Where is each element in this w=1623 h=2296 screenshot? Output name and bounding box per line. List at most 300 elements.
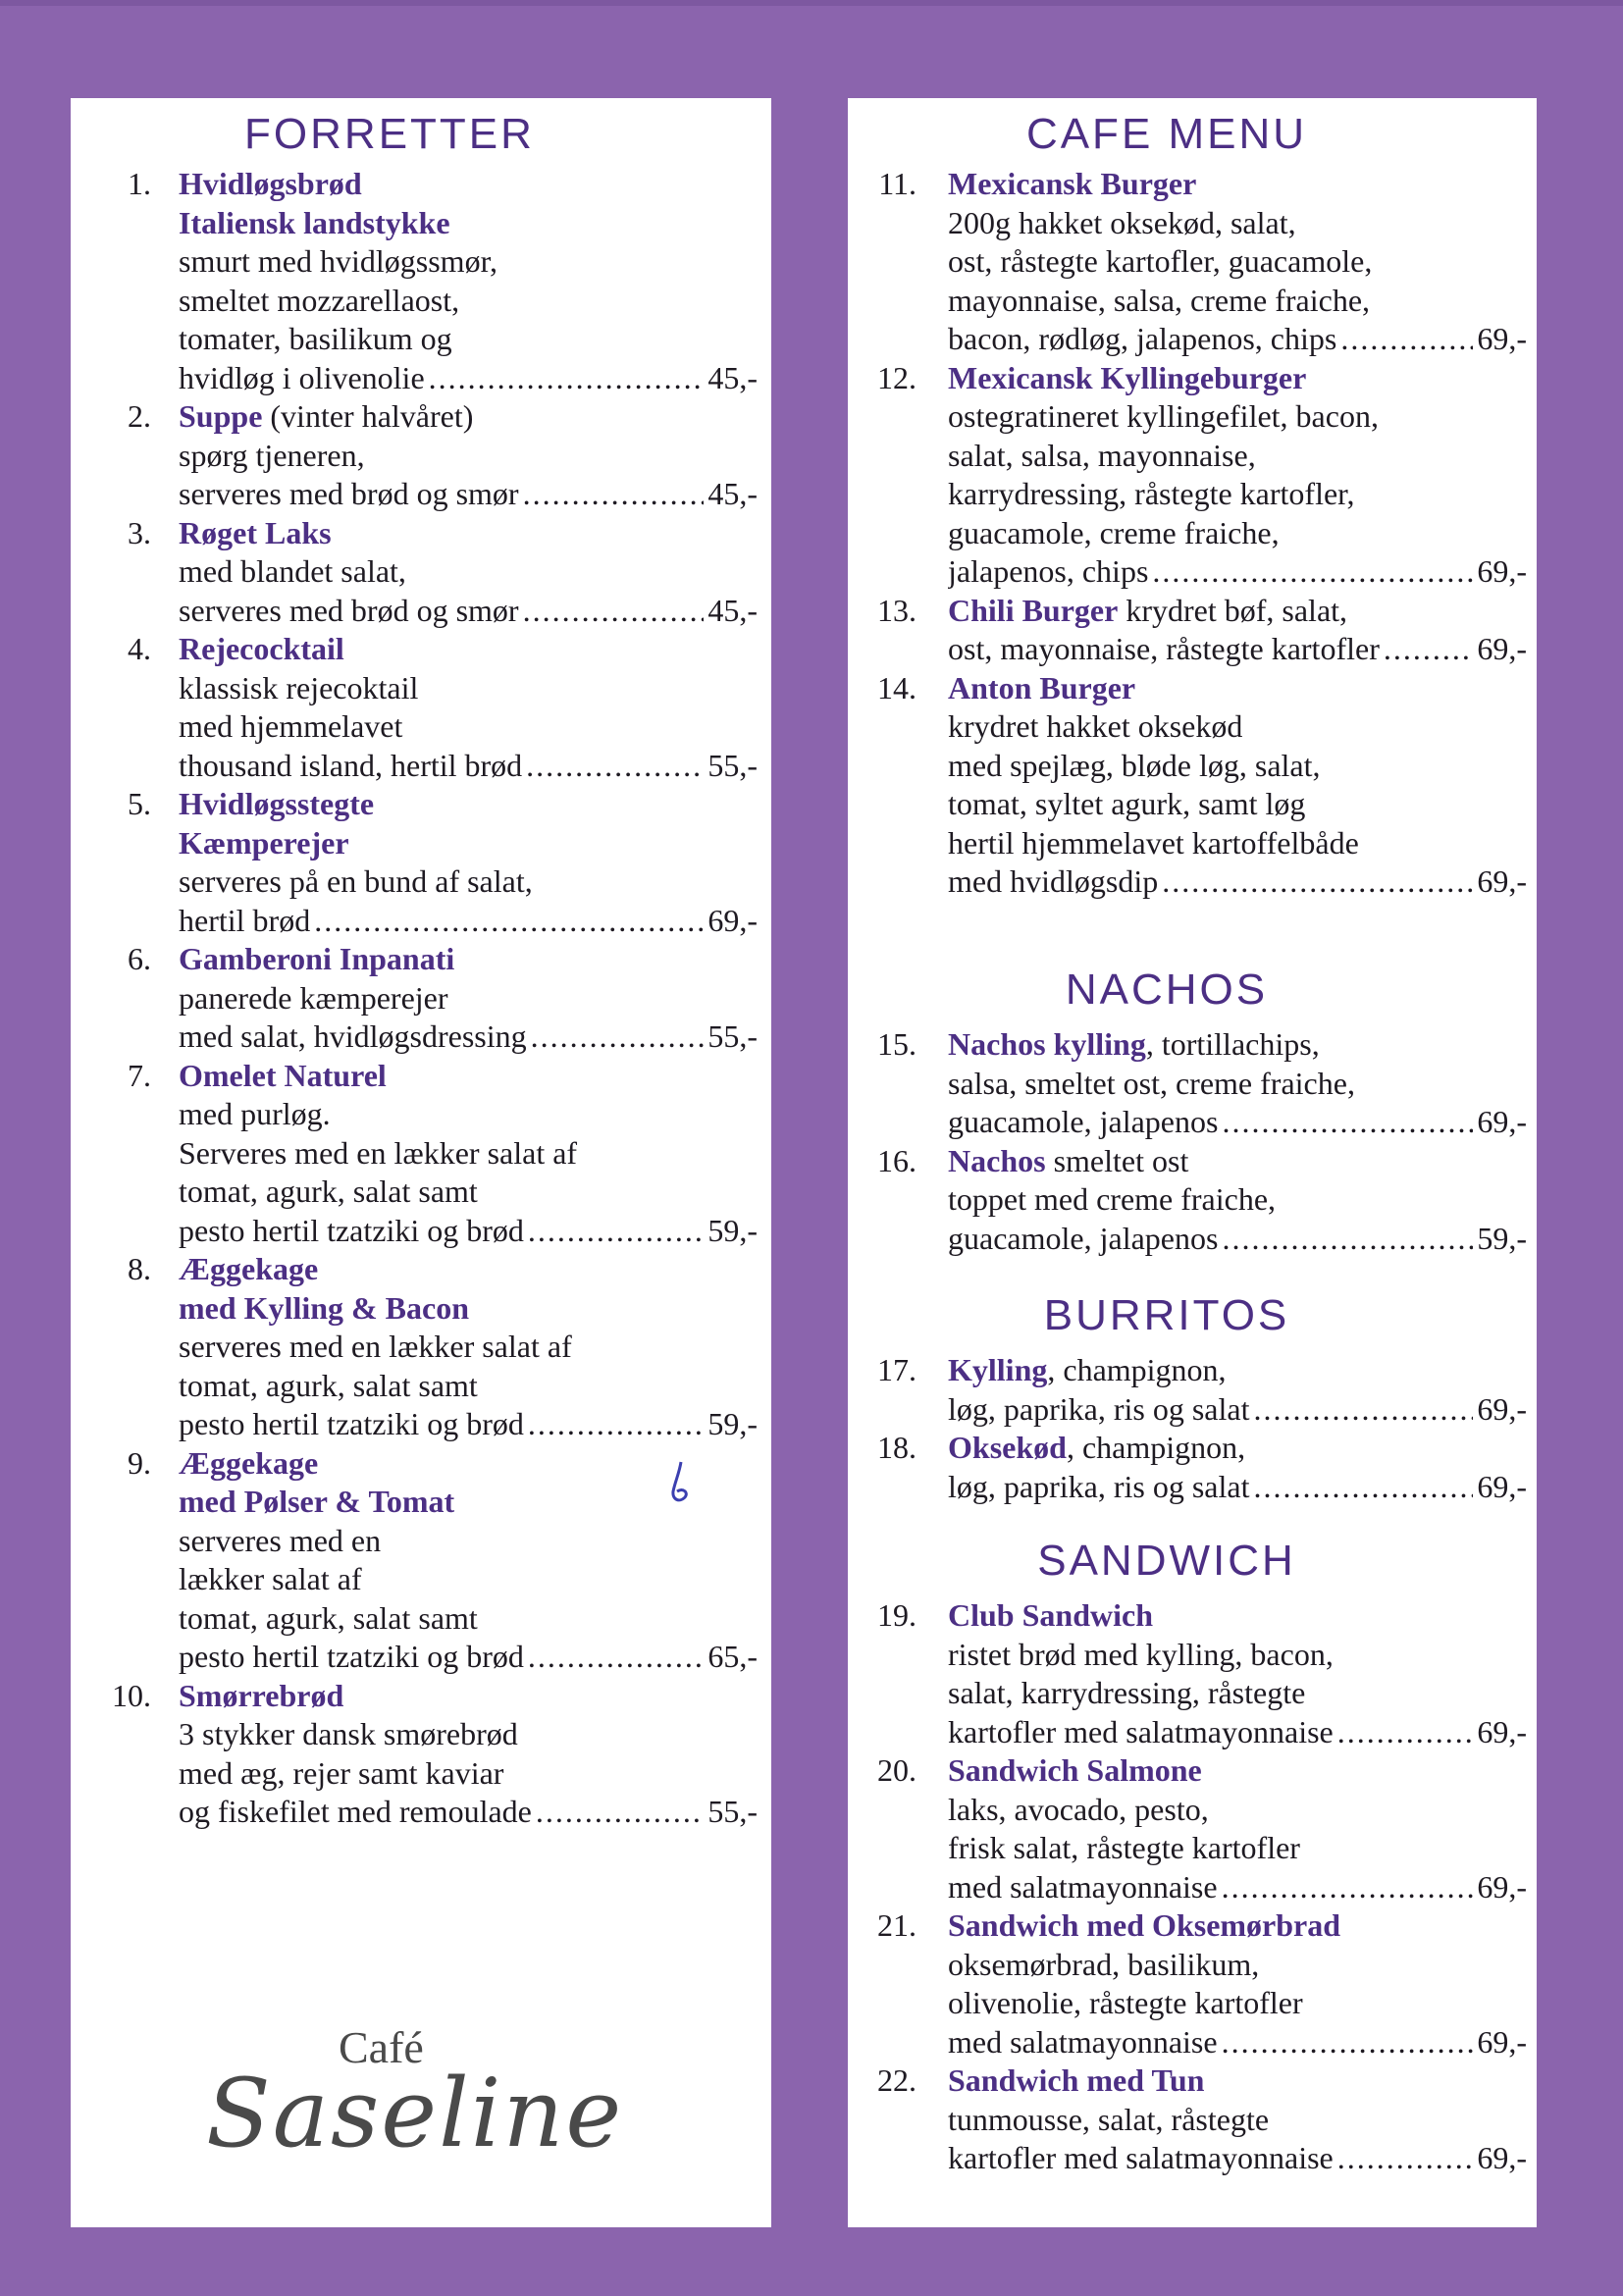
dot-leader [1222, 1220, 1473, 1259]
item-description: med æg, rejer samt kaviar [179, 1754, 504, 1791]
item-description: krydret hakket oksekød [948, 708, 1243, 744]
item-line-text [179, 1058, 387, 1093]
item-price: 59,- [1477, 1220, 1527, 1256]
item-price: 55,- [707, 1018, 758, 1054]
item-line-text [179, 1716, 518, 1751]
item-line-text [948, 2102, 1269, 2137]
item-body [948, 1429, 1527, 1506]
item-line-text [948, 1181, 1276, 1217]
item-line-text [179, 1600, 478, 1636]
item-line-text [179, 1174, 478, 1209]
item-description: med hvidløgsdip [948, 863, 1159, 899]
dot-leader [1222, 1868, 1474, 1907]
item-line [179, 707, 758, 747]
item-name: Kylling [948, 1352, 1048, 1387]
item-line-text [179, 1445, 318, 1481]
item-line-text [179, 553, 406, 589]
item-description: med hjemmelavet [179, 708, 403, 744]
item-description: smeltet mozzarellaost, [179, 282, 460, 318]
item-line-text [179, 825, 349, 861]
item-line-text [179, 1484, 454, 1519]
item-description: 200g hakket oksekød, salat, [948, 204, 1296, 240]
item-line [948, 1829, 1527, 1868]
item-line [948, 1674, 1527, 1713]
item-price-line [948, 1220, 1527, 1259]
item-line-text [179, 902, 310, 941]
dot-leader [1222, 2023, 1474, 2062]
item-description: mayonnaise, salsa, creme fraiche, [948, 282, 1371, 318]
item-body [948, 1351, 1527, 1429]
item-line [179, 397, 758, 437]
item-price: 59,- [707, 1212, 758, 1248]
item-line-text [179, 941, 454, 976]
item-line-text [948, 243, 1372, 279]
item-description: pesto hertil tzatziki og brød [179, 1406, 524, 1441]
section-title-forretter: FORRETTER [244, 110, 535, 158]
item-line [179, 1057, 758, 1096]
item-price-line [179, 475, 758, 514]
item-line-text [179, 1329, 572, 1364]
item-price: 45,- [707, 592, 758, 628]
item-description: pesto hertil tzatziki og brød [179, 1212, 524, 1248]
item-description: guacamole, jalapenos [948, 1220, 1219, 1256]
item-description: serveres på en bund af salat, [179, 863, 533, 899]
item-line [179, 1599, 758, 1639]
item-line-text [948, 438, 1256, 473]
item-price: 69,- [1477, 2023, 1527, 2060]
item-description: smeltet ost [1045, 1142, 1189, 1178]
frame-top-shade [0, 0, 1623, 6]
item-line [948, 1906, 1527, 1946]
item-line-text [948, 398, 1379, 434]
item-price-line [948, 2139, 1527, 2178]
item-name: med Kylling & Bacon [179, 1289, 470, 1326]
dot-leader [523, 475, 705, 514]
item-price: 69,- [707, 902, 758, 938]
item-line-text [948, 1066, 1355, 1101]
item-price: 65,- [707, 1639, 758, 1674]
item-line-text [948, 786, 1305, 821]
item-name: Anton Burger [948, 669, 1136, 705]
item-line-text [948, 1468, 1249, 1507]
item-body [179, 165, 758, 397]
item-line-text [948, 1597, 1153, 1633]
item-line [179, 552, 758, 592]
item-description: frisk salat, råstegte kartofler [948, 1830, 1300, 1865]
item-name: Røget Laks [179, 514, 332, 550]
item-line [948, 1142, 1527, 1181]
item-price-line [179, 1018, 758, 1057]
item-price-line [179, 1793, 758, 1832]
item-name: Æggekage [179, 1444, 319, 1481]
item-description: panerede kæmperejer [179, 979, 448, 1016]
item-name: Suppe [179, 398, 263, 434]
item-line [179, 1754, 758, 1794]
item-price: 59,- [707, 1406, 758, 1441]
item-line [948, 785, 1527, 824]
item-line-text [948, 1430, 1245, 1465]
item-line [948, 437, 1527, 476]
item-line-text [948, 2139, 1334, 2178]
item-line-text [948, 1103, 1218, 1142]
item-description: med salatmayonnaise [948, 1868, 1218, 1905]
item-name: Æggekage [179, 1251, 319, 1286]
item-number: 17. [877, 1352, 916, 1387]
dot-leader [531, 1018, 705, 1057]
item-line-text [948, 1637, 1334, 1672]
item-body [179, 514, 758, 631]
item-line-text [179, 863, 533, 899]
item-description: serveres med brød og smør [179, 592, 519, 628]
item-line [948, 475, 1527, 514]
item-line-text [179, 1678, 343, 1713]
item-line [179, 1328, 758, 1367]
item-price-line [179, 1405, 758, 1444]
item-price: 69,- [1477, 1104, 1527, 1139]
item-body [179, 940, 758, 1057]
item-line [948, 1636, 1527, 1675]
item-line-text [948, 552, 1148, 592]
item-body [948, 2061, 1527, 2178]
item-number: 9. [128, 1444, 151, 1481]
item-name: Kæmperejer [179, 824, 349, 861]
item-line [179, 320, 758, 359]
item-name: Oksekød [948, 1430, 1067, 1465]
item-line [179, 1522, 758, 1561]
item-description: med salat, hvidløgsdressing [179, 1018, 527, 1054]
item-number: 3. [128, 514, 151, 550]
item-line-text [179, 980, 448, 1016]
item-description: tunmousse, salat, råstegte [948, 2101, 1270, 2137]
item-body [948, 592, 1527, 669]
dot-leader [1337, 1713, 1474, 1752]
item-description: bacon, rødløg, jalapenos, chips [948, 321, 1337, 356]
dot-leader [526, 747, 704, 786]
item-description: karrydressing, råstegte kartofler, [948, 476, 1355, 511]
item-line [948, 1791, 1527, 1830]
item-description: ost, råstegte kartofler, guacamole, [948, 243, 1373, 279]
item-number: 4. [128, 631, 151, 666]
item-line [179, 514, 758, 553]
item-line-text [948, 1675, 1305, 1710]
item-description: tomat, agurk, salat samt [179, 1367, 478, 1403]
item-price-line [948, 1868, 1527, 1907]
item-line-text [948, 862, 1158, 902]
handwritten-price-correction-mark [667, 1460, 693, 1505]
item-body [948, 1596, 1527, 1751]
item-description: løg, paprika, ris og salat [948, 1390, 1250, 1427]
item-number: 21. [877, 1907, 916, 1943]
item-description: , champignon, [1066, 1430, 1246, 1465]
item-line [179, 1289, 758, 1329]
item-body [179, 630, 758, 785]
frame-middle [771, 0, 848, 2296]
item-number: 2. [128, 398, 151, 434]
item-description: olivenolie, råstegte kartofler [948, 1985, 1303, 2020]
item-line [179, 1095, 758, 1134]
item-description: salat, karrydressing, råstegte [948, 1675, 1306, 1710]
item-line-text [179, 1368, 478, 1403]
dot-leader [1162, 862, 1473, 902]
item-line [179, 1250, 758, 1289]
item-name: Chili Burger [948, 592, 1119, 628]
item-price: 69,- [1477, 1868, 1527, 1905]
item-line [948, 592, 1527, 631]
item-line-text [179, 1793, 532, 1832]
item-line-text [948, 166, 1196, 201]
item-number: 6. [128, 941, 151, 976]
item-body [948, 359, 1527, 592]
item-line [179, 1715, 758, 1754]
item-description: , tortillachips, [1145, 1026, 1320, 1062]
cafe-saseline-logo [206, 2021, 657, 2168]
item-name: Mexicansk Burger [948, 166, 1197, 201]
item-description: med purløg. [179, 1096, 331, 1131]
item-line-text [948, 630, 1380, 669]
item-number: 15. [877, 1026, 916, 1062]
dot-leader [536, 1793, 704, 1832]
item-name: Sandwich med Oksemørbrad [948, 1907, 1341, 1943]
item-body [948, 1142, 1527, 1259]
item-line-text [179, 475, 519, 514]
item-line-text [179, 166, 362, 201]
item-name: Nachos kylling [948, 1026, 1146, 1062]
item-number: 12. [877, 359, 916, 395]
dot-leader [523, 592, 705, 631]
item-line [179, 940, 758, 979]
item-line-text [948, 1985, 1303, 2020]
item-body [948, 1025, 1527, 1142]
item-line [179, 437, 758, 476]
item-line-text [948, 320, 1336, 359]
item-number: 11. [878, 166, 916, 201]
item-name: Nachos [948, 1142, 1046, 1178]
item-line-text [179, 786, 374, 821]
item-description: serveres med en lækker salat af [179, 1329, 572, 1364]
item-number: 7. [128, 1057, 151, 1093]
item-line [948, 669, 1527, 708]
item-description: serveres med en [179, 1522, 382, 1558]
item-description: , champignon, [1047, 1352, 1227, 1387]
frame-left [0, 0, 71, 2296]
item-description: kartofler med salatmayonnaise [948, 2140, 1334, 2175]
item-description: salsa, smeltet ost, creme fraiche, [948, 1065, 1355, 1101]
item-price-line [179, 359, 758, 398]
item-description: laks, avocado, pesto, [948, 1791, 1209, 1827]
item-line [948, 1065, 1527, 1104]
item-description: salat, salsa, mayonnaise, [948, 437, 1256, 473]
item-name: Sandwich med Tun [948, 2062, 1205, 2098]
item-line [948, 165, 1527, 204]
item-line-text [948, 2023, 1218, 2062]
item-name: Italiensk landstykke [179, 204, 450, 240]
item-price-line [948, 1468, 1527, 1507]
item-line-text [948, 1143, 1188, 1178]
item-number: 14. [877, 669, 916, 705]
dot-leader [1222, 1103, 1473, 1142]
item-line-text [179, 708, 402, 744]
frame-right [1537, 0, 1623, 2296]
item-description: tomat, agurk, salat samt [179, 1174, 478, 1209]
item-line [948, 2101, 1527, 2140]
item-description: hertil brød [179, 902, 311, 938]
item-name: Mexicansk Kyllingeburger [948, 359, 1307, 395]
item-description: tomater, basilikum og [179, 321, 452, 356]
dot-leader [1384, 630, 1474, 669]
item-description: ost, mayonnaise, råstegte kartofler [948, 631, 1380, 666]
item-description: med blandet salat, [179, 553, 406, 589]
item-line [179, 282, 758, 321]
item-price-line [948, 320, 1527, 359]
item-price-line [948, 2023, 1527, 2062]
item-body [179, 785, 758, 940]
item-description: med spejlæg, bløde løg, salat, [948, 747, 1321, 783]
item-line [948, 1596, 1527, 1636]
item-description: og fiskefilet med remoulade [179, 1794, 532, 1829]
item-number: 8. [128, 1251, 151, 1286]
item-price: 69,- [1477, 863, 1527, 899]
item-line [948, 397, 1527, 437]
item-line-text [948, 708, 1242, 744]
item-line [948, 2061, 1527, 2101]
item-line [948, 1984, 1527, 2023]
item-line-text [179, 1135, 577, 1171]
dot-leader [1152, 552, 1473, 592]
item-description: tomat, agurk, salat samt [179, 1599, 478, 1636]
item-number: 19. [877, 1597, 916, 1633]
item-price: 69,- [1477, 631, 1527, 666]
item-description: serveres med brød og smør [179, 476, 519, 511]
item-line-text [179, 592, 519, 631]
item-line [179, 630, 758, 669]
item-line [179, 1560, 758, 1599]
item-line-text [948, 283, 1370, 318]
item-line-text [948, 360, 1306, 395]
item-number: 16. [877, 1142, 916, 1178]
item-price: 45,- [707, 476, 758, 511]
item-line-text [948, 593, 1347, 628]
logo-cafe-text: Café [339, 2022, 424, 2072]
item-description: jalapenos, chips [948, 553, 1149, 589]
item-description: oksemørbrad, basilikum, [948, 1946, 1260, 1982]
item-line-text [948, 1390, 1249, 1430]
item-name: Club Sandwich [948, 1597, 1153, 1633]
dot-leader [528, 1638, 704, 1677]
item-line [948, 204, 1527, 243]
item-line-text [179, 747, 522, 786]
item-line [948, 1180, 1527, 1220]
logo-name-text: Saseline [206, 2059, 624, 2168]
item-price-line [179, 1212, 758, 1251]
item-line [948, 514, 1527, 553]
item-description: kartofler med salatmayonnaise [948, 1713, 1334, 1749]
dot-leader [1340, 320, 1473, 359]
item-description: 3 stykker dansk smørebrød [179, 1716, 518, 1751]
item-line [948, 1351, 1527, 1390]
item-line-text [179, 1290, 469, 1326]
item-price-line [948, 630, 1527, 669]
item-price-line [179, 747, 758, 786]
item-line-text [948, 825, 1359, 861]
item-number: 1. [128, 166, 151, 201]
item-line-text [948, 748, 1321, 783]
item-name: Omelet Naturel [179, 1057, 387, 1093]
item-description: Serveres med en lækker salat af [179, 1134, 578, 1171]
item-description: smurt med hvidløgssmør, [179, 243, 497, 279]
item-line-text [948, 1752, 1202, 1788]
item-body [948, 669, 1527, 902]
item-description: thousand island, hertil brød [179, 747, 523, 783]
item-description: spørg tjeneren, [179, 437, 365, 473]
item-name: med Pølser & Tomat [179, 1484, 455, 1519]
item-line-text [179, 321, 452, 356]
item-description: ristet brød med kylling, bacon, [948, 1636, 1334, 1672]
item-line [179, 1367, 758, 1406]
item-description: klassisk rejecoktail [179, 669, 419, 705]
item-price: 69,- [1477, 553, 1527, 589]
item-line-text [179, 1638, 524, 1677]
dot-leader [429, 359, 705, 398]
item-body [948, 1906, 1527, 2061]
item-price-line [948, 1103, 1527, 1142]
item-price: 69,- [1477, 1390, 1527, 1427]
item-line [948, 707, 1527, 747]
item-line-text [179, 438, 365, 473]
item-line [179, 242, 758, 282]
item-line [948, 824, 1527, 863]
item-price: 45,- [707, 359, 758, 395]
item-name: Sandwich Salmone [948, 1752, 1202, 1788]
item-line-text [948, 1947, 1259, 1982]
item-line-text [179, 1523, 381, 1558]
item-line-text [179, 359, 425, 398]
item-price: 69,- [1477, 321, 1527, 356]
item-line [948, 359, 1527, 398]
dot-leader [314, 902, 704, 941]
dot-leader [1337, 2139, 1474, 2178]
item-line-text [179, 1251, 318, 1286]
item-number: 20. [877, 1752, 916, 1788]
item-line-text [179, 515, 332, 550]
item-price: 69,- [1477, 1468, 1527, 1504]
item-number: 10. [112, 1677, 151, 1713]
item-line [948, 1946, 1527, 1985]
item-price-line [948, 862, 1527, 902]
dot-leader [1253, 1468, 1473, 1507]
item-price: 69,- [1477, 1713, 1527, 1749]
item-price-line [948, 1713, 1527, 1752]
item-description: ostegratineret kyllingefilet, bacon, [948, 398, 1379, 434]
item-price-line [948, 552, 1527, 592]
section-title-cafe-menu: CAFE MENU [1025, 110, 1308, 158]
item-description: krydret bøf, salat, [1118, 592, 1348, 628]
item-line [179, 1677, 758, 1716]
item-body [179, 1250, 758, 1444]
item-body [179, 1057, 758, 1251]
item-line [179, 204, 758, 243]
item-name: Hvidløgsbrød [179, 166, 362, 201]
item-line [948, 747, 1527, 786]
item-line [179, 824, 758, 863]
section-title-sandwich: SANDWICH [1037, 1537, 1296, 1585]
item-line-text [179, 1405, 524, 1444]
item-line [179, 165, 758, 204]
item-line-text [948, 1792, 1209, 1827]
item-line-text [179, 283, 459, 318]
item-line-text [948, 205, 1296, 240]
item-line [948, 1025, 1527, 1065]
item-line-text [179, 1561, 362, 1596]
